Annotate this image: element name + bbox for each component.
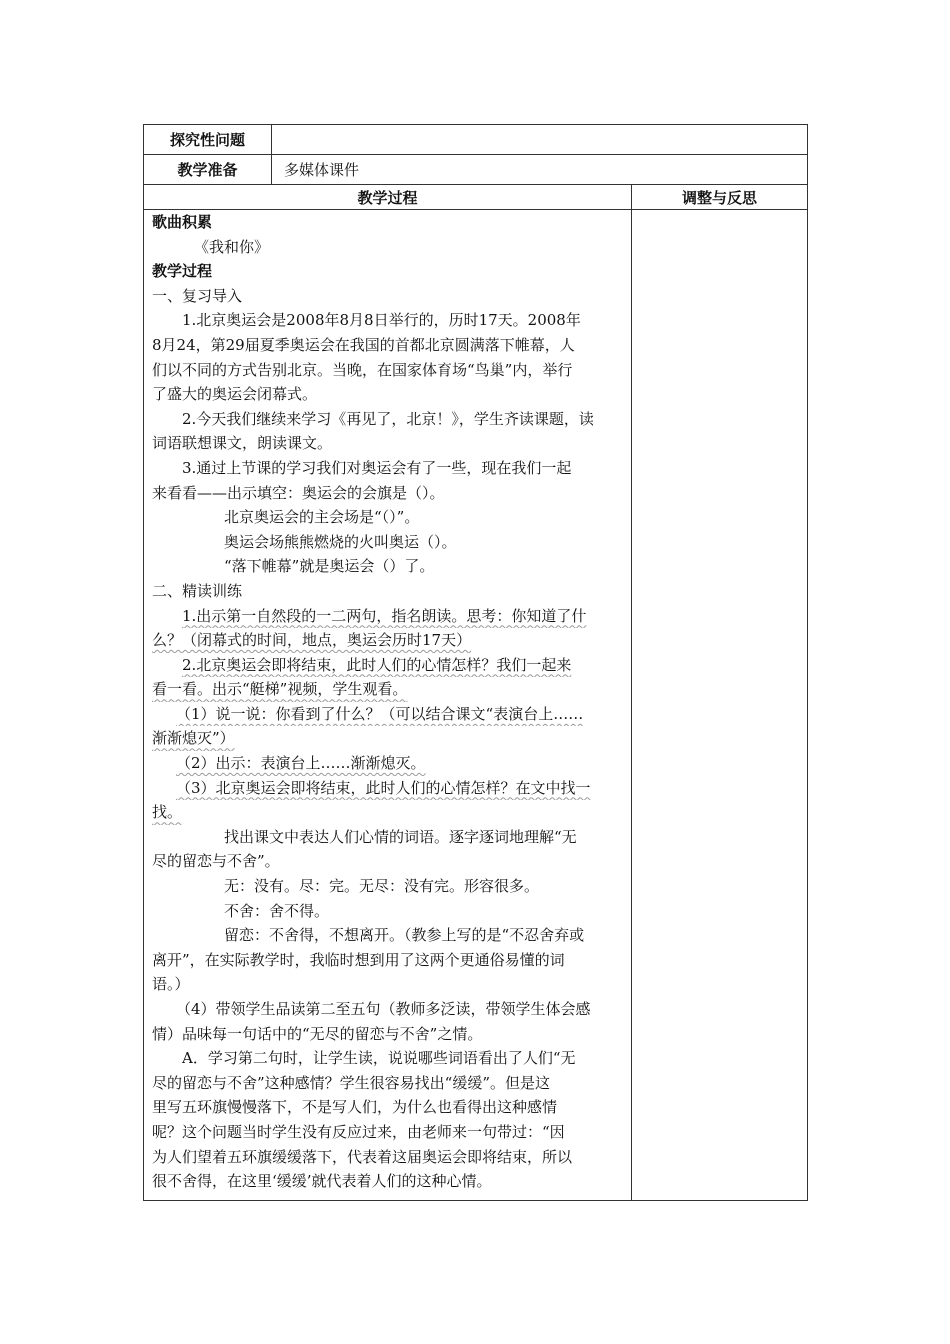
text-line: 2.今天我们继续来学习《再见了，北京！》，学生齐读课题，读 bbox=[182, 409, 594, 428]
text-line: 词语联想课文，朗读课文。 bbox=[152, 434, 333, 453]
reflection-content bbox=[632, 210, 808, 1201]
text-line bbox=[152, 702, 625, 727]
text-line: 尽的留恋与不舍”这种感情？学生很容易找出“缓缓”。但是这 bbox=[152, 1073, 551, 1092]
song-title: 《我和你》 bbox=[194, 237, 270, 256]
wavy-text: 看一看。出示“艇梯”视频，学生观看。 bbox=[152, 680, 408, 699]
inquiry-row bbox=[144, 125, 808, 155]
process-column-header: 教学过程 bbox=[144, 185, 632, 210]
text-line: 情）品味每一句话中的“无尽的留恋与不舍”之情。 bbox=[152, 1024, 483, 1043]
wavy-text: 1.出示第一自然段的一二两句，指名朗读。思考：你知道了什 bbox=[182, 606, 587, 625]
text-line: 8月24，第29届夏季奥运会在我国的首都北京圆满落下帷幕，人 bbox=[152, 335, 575, 354]
content-row bbox=[144, 210, 808, 1201]
wavy-text: 找。 bbox=[152, 803, 183, 822]
reflection-column-header: 调整与反思 bbox=[632, 185, 808, 210]
text-line: 们以不同的方式告别北京。当晚，在国家体育场“鸟巢”内，举行 bbox=[152, 360, 573, 379]
text-line: “落下帷幕”就是奥运会（）了。 bbox=[224, 557, 435, 576]
text-line bbox=[152, 604, 625, 629]
text-line: 奥运会场熊熊燃烧的火叫奥运（）。 bbox=[224, 532, 457, 551]
text-line: 很不舍得，在这里‘缓缓’就代表着人们的这种心情。 bbox=[152, 1172, 492, 1191]
lesson-plan-page bbox=[143, 124, 807, 1201]
text-line bbox=[152, 776, 625, 801]
text-line bbox=[152, 751, 625, 776]
prep-value: 多媒体课件 bbox=[272, 155, 808, 185]
inquiry-value bbox=[272, 125, 808, 155]
prep-label: 教学准备 bbox=[144, 155, 272, 185]
text-line bbox=[152, 628, 625, 653]
process-content bbox=[144, 210, 632, 1201]
text-line: A．学习第二句时，让学生读，说说哪些词语看出了人们“无 bbox=[182, 1049, 576, 1068]
text-line bbox=[152, 677, 625, 702]
wavy-text: 渐渐熄灭”） bbox=[152, 729, 235, 748]
text-line: 留恋：不舍得，不想离开。（教参上写的是“不忍舍弃或 bbox=[224, 926, 585, 945]
text-line: 离开”，在实际教学时，我临时想到用了这两个更通俗易懂的词 bbox=[152, 950, 565, 969]
wavy-text: 2.北京奥运会即将结束，此时人们的心情怎样？我们一起来 bbox=[182, 655, 572, 674]
text-line bbox=[152, 800, 625, 825]
text-line bbox=[152, 726, 625, 751]
text-line: 尽的留恋与不舍”。 bbox=[152, 852, 280, 871]
text-line: 无：没有。尽：完。无尽：没有完。形容很多。 bbox=[224, 877, 540, 896]
text-line: 来看看——出示填空：奥运会的会旗是（）。 bbox=[152, 483, 445, 502]
wavy-text: （2）出示：表演台上……渐渐熄灭。 bbox=[176, 754, 426, 773]
text-line: 找出课文中表达人们心情的词语。逐字逐词地理解“无 bbox=[224, 827, 577, 846]
text-line: 呢？这个问题当时学生没有反应过来，由老师来一句带过：“因 bbox=[152, 1122, 565, 1141]
text-line bbox=[152, 653, 625, 678]
text-line: 北京奥运会的主会场是“（）”。 bbox=[224, 508, 420, 527]
inquiry-label: 探究性问题 bbox=[144, 125, 272, 155]
text-line: 为人们望着五环旗缓缓落下，代表着这届奥运会即将结束，所以 bbox=[152, 1147, 573, 1166]
column-header-row bbox=[144, 185, 808, 210]
text-line: 不舍：舍不得。 bbox=[224, 901, 330, 920]
text-line: 二、精读训练 bbox=[152, 581, 243, 600]
wavy-text: （1）说一说：你看到了什么？（可以结合课文“表演台上…… bbox=[176, 704, 584, 723]
prep-row bbox=[144, 155, 808, 185]
section-heading: 歌曲积累 bbox=[152, 213, 213, 231]
text-line: 语。） bbox=[152, 975, 190, 994]
text-line: （4）带领学生品读第二至五句（教师多泛读，带领学生体会感 bbox=[176, 1000, 591, 1018]
text-line: 1.北京奥运会是2008年8月8日举行的，历时17天。2008年 bbox=[182, 311, 581, 330]
wavy-text: 么？（闭幕式的时间，地点，奥运会历时17天） bbox=[152, 631, 472, 650]
wavy-text: （3）北京奥运会即将结束，此时人们的心情怎样？在文中找一 bbox=[176, 778, 591, 797]
text-line: 3.通过上节课的学习我们对奥运会有了一些，现在我们一起 bbox=[182, 458, 572, 477]
text-line: 里写五环旗慢慢落下，不是写人们，为什么也看得出这种感情 bbox=[152, 1098, 558, 1117]
lesson-plan-table bbox=[143, 124, 808, 1201]
section-heading: 教学过程 bbox=[152, 262, 213, 281]
text-line: 一、复习导入 bbox=[152, 286, 243, 305]
text-line: 了盛大的奥运会闭幕式。 bbox=[152, 385, 318, 404]
